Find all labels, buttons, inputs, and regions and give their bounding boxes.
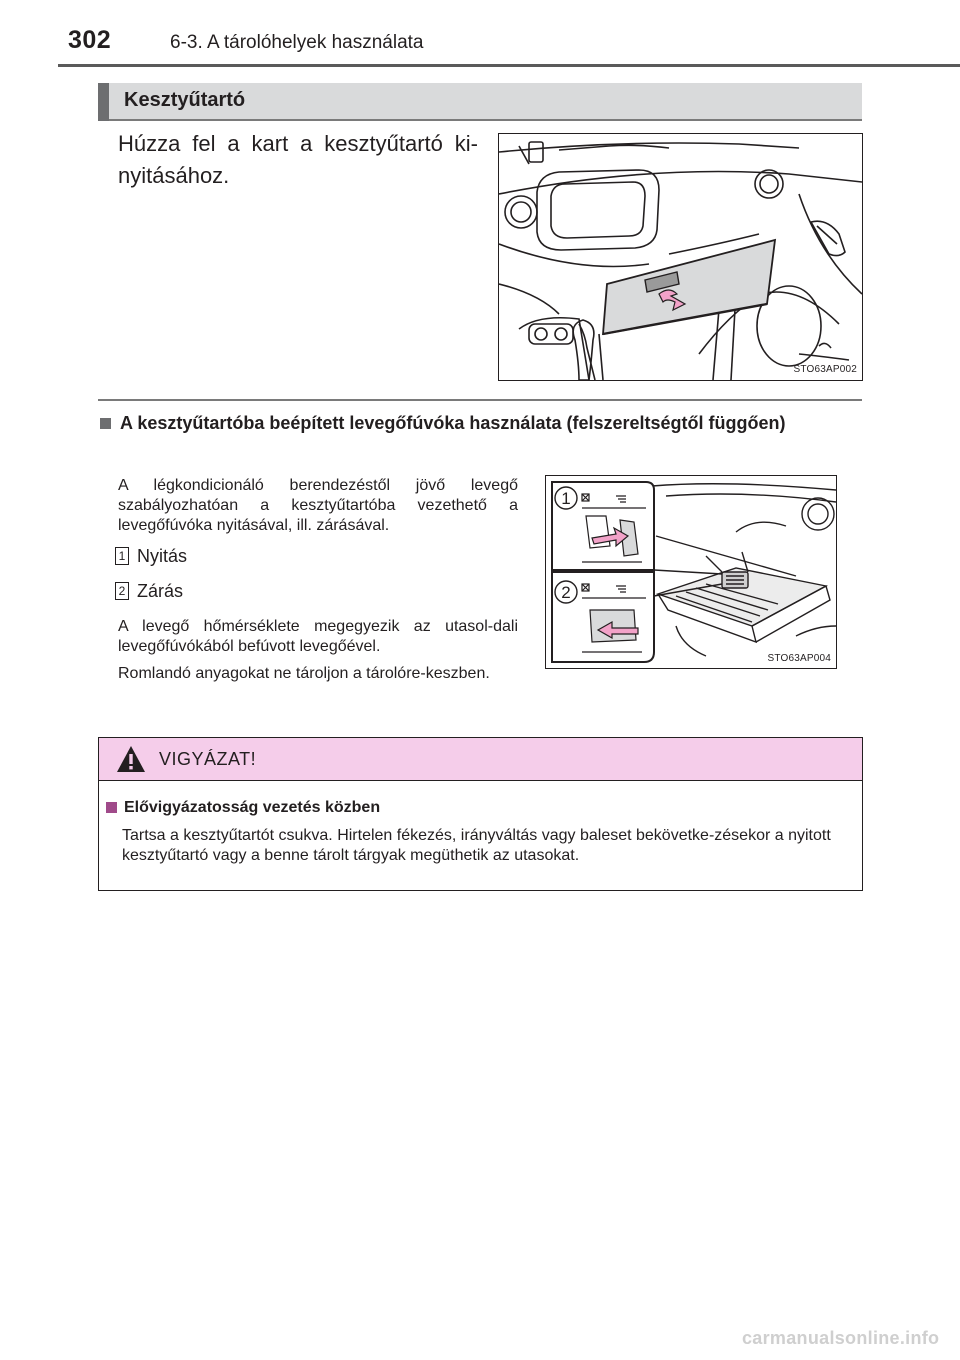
- glovebox-illustration: [499, 134, 862, 380]
- warning-title: VIGYÁZAT!: [159, 749, 257, 769]
- heading-title: Kesztyűtartó: [124, 89, 246, 111]
- vent-illustration: [546, 476, 836, 668]
- list-item-open: Nyitás: [137, 546, 188, 566]
- figure2-caption: STO63AP004: [767, 653, 831, 664]
- heading-accent: [98, 83, 109, 121]
- figure1-caption: STO63AP002: [793, 364, 857, 375]
- subsection-paragraph-3: Romlandó anyagokat ne tároljon a tárolóre-keszben.: [118, 665, 490, 682]
- list-number-1: 1: [115, 547, 129, 565]
- watermark: carmanualsonline.info: [742, 1328, 940, 1348]
- intro-text: Húzza fel a kart a kesztyűtartó ki-nyitásához.: [118, 131, 478, 188]
- subsection-paragraph-1: A légkondicionáló berendezéstől jövő levegő szabályozhatóan a kesztyűtartóba vezethető a levegőfúvóka nyitásával, ill. zárásával.: [118, 477, 518, 534]
- list-item-close: Zárás: [137, 581, 184, 601]
- square-bullet-icon: [100, 418, 111, 429]
- warning-triangle-icon: [116, 745, 146, 773]
- subsection-paragraph-2: A levegő hőmérséklete megegyezik az utasol-dali levegőfúvókából befúvott levegőével.: [118, 618, 518, 655]
- warning-body: Tartsa a kesztyűtartót csukva. Hirtelen fékezés, irányváltás vagy baleset bekövetke-zésekor a nyitott kesztyűtartó vagy a benne tárolt tárgyak megüthetik az utasokat.: [122, 827, 831, 864]
- subsection-title: A kesztyűtartóba beépített levegőfúvóka használata (felszereltségtől függően): [120, 413, 786, 433]
- figure-glovebox: [498, 133, 863, 381]
- list-number-2: 2: [115, 582, 129, 600]
- section-title: 6-3. A tárolóhelyek használata: [170, 32, 424, 53]
- page-number: 302: [68, 26, 112, 54]
- section-divider: [98, 399, 862, 401]
- warning-bullet-icon: [106, 802, 117, 813]
- warning-header: [99, 738, 862, 781]
- header-divider: [58, 64, 960, 67]
- figure-glovebox-vent: [545, 475, 837, 669]
- callout-1: 1: [561, 489, 571, 508]
- warning-subtitle: Elővigyázatosság vezetés közben: [124, 799, 381, 816]
- callout-2: 2: [561, 583, 571, 602]
